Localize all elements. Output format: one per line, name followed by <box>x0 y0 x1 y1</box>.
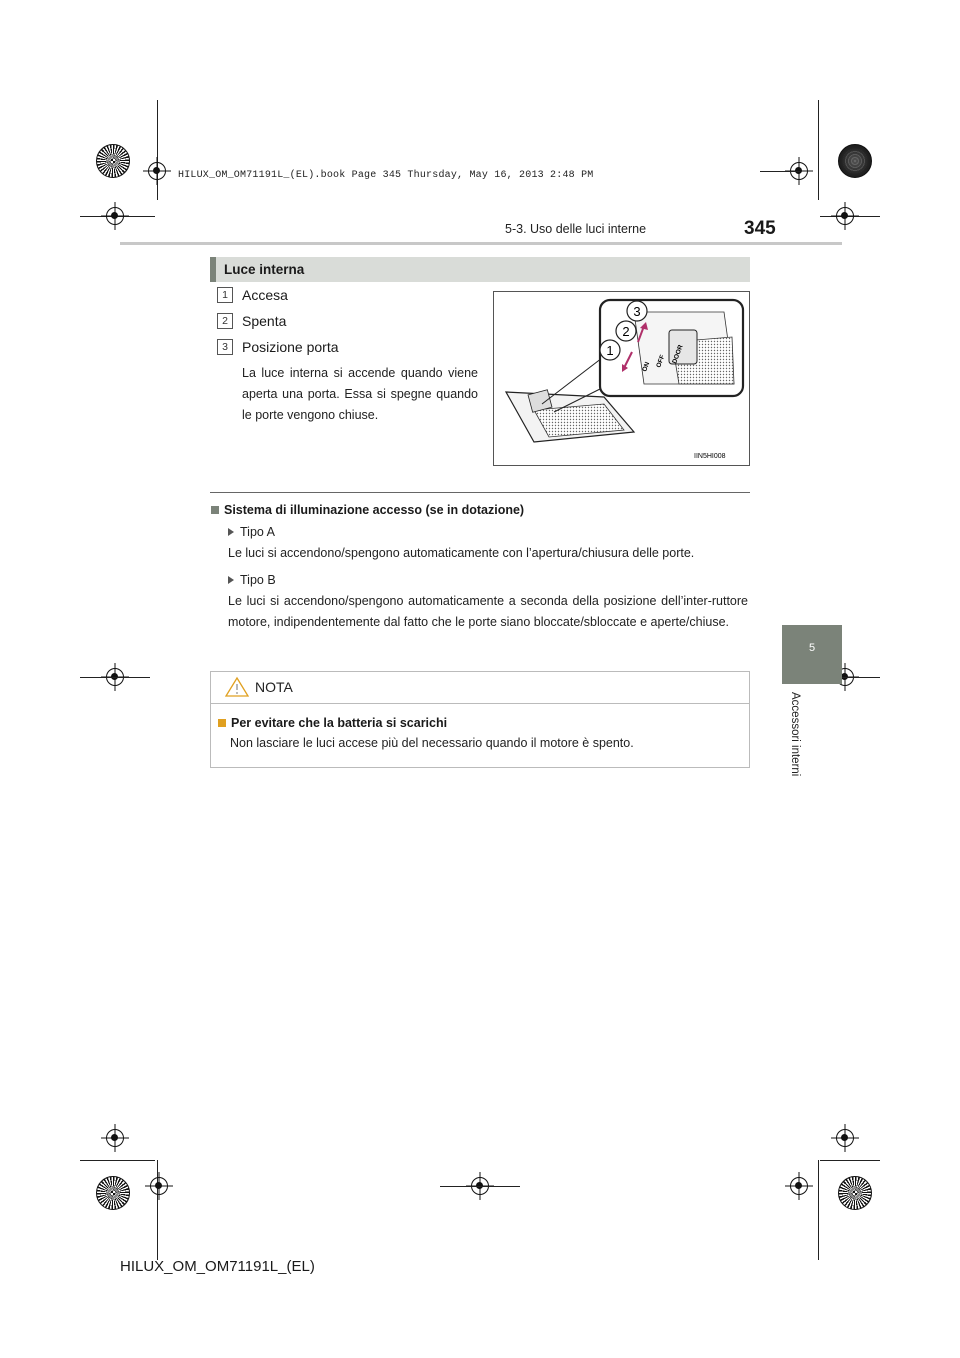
manual-code: HILUX_OM_OM71191L_(EL) <box>120 1258 315 1275</box>
switch-label-door: DOOR <box>671 343 685 365</box>
type-b-label: Tipo B <box>228 573 276 587</box>
notice-text: Non lasciare le luci accese più del necessario quando il motore è spento. <box>230 736 634 750</box>
item-label-door: Posizione porta <box>242 339 339 355</box>
section-divider <box>210 492 750 493</box>
callout-1: 1 <box>606 343 614 358</box>
interior-light-figure <box>493 291 750 466</box>
item-number-badge: 1 <box>217 287 233 303</box>
crop-line <box>80 677 150 678</box>
callout-3: 3 <box>633 304 641 319</box>
notice-subheading: Per evitare che la batteria si scarichi <box>218 716 447 730</box>
registration-starburst-icon <box>96 1176 130 1210</box>
registration-mark-icon <box>106 207 124 225</box>
chapter-tab <box>782 625 842 684</box>
triangle-bullet-icon <box>228 576 234 584</box>
section-heading-bar <box>210 257 750 282</box>
item-number-badge: 3 <box>217 339 233 355</box>
book-info-line: HILUX_OM_OM71191L_(EL).book Page 345 Thursday, May 16, 2013 2:48 PM <box>178 170 594 181</box>
notice-box <box>210 671 750 768</box>
item-label-off: Spenta <box>242 313 287 329</box>
item-number-badge: 2 <box>217 313 233 329</box>
registration-mark-icon <box>148 162 166 180</box>
access-system-heading: Sistema di illuminazione accesso (se in dotazione) <box>211 503 524 517</box>
registration-mark-icon <box>836 1129 854 1147</box>
type-a-description: Le luci si accendono/spengono automaticamente con l’apertura/chiusura delle porte. <box>228 546 695 560</box>
section-heading: Luce interna <box>224 262 305 277</box>
crop-line <box>157 100 158 200</box>
square-bullet-icon <box>211 506 219 514</box>
type-a-label: Tipo A <box>228 525 275 539</box>
crop-line <box>820 1160 880 1161</box>
warning-triangle-icon <box>225 676 249 698</box>
door-position-description: La luce interna si accende quando viene aperta una porta. Essa si spegne quando le porte vengono chiuse. <box>242 366 478 422</box>
notice-title: NOTA <box>255 679 293 695</box>
crop-line <box>818 100 819 200</box>
registration-starburst-icon <box>838 1176 872 1210</box>
page-number: 345 <box>744 218 776 239</box>
item-label-on: Accesa <box>242 287 288 303</box>
chapter-title: Accessori interni <box>789 692 801 777</box>
registration-mark-icon <box>150 1177 168 1195</box>
switch-label-on: ON <box>641 361 652 373</box>
crop-line <box>760 171 800 172</box>
triangle-bullet-icon <box>228 528 234 536</box>
type-b-description: Le luci si accendono/spengono automaticamente a seconda della posizione dell’inter-ruttore motore, indipendentemente dal fatto che le porte siano bloccate/sbloccate e aperte/chiuse. <box>228 594 748 629</box>
chapter-number: 5 <box>808 642 816 654</box>
callout-2: 2 <box>622 324 630 339</box>
interior-light-illustration <box>494 292 749 465</box>
registration-starburst-icon <box>96 144 130 178</box>
registration-mark-icon <box>790 1177 808 1195</box>
registration-mark-icon <box>836 207 854 225</box>
crop-line <box>440 1186 520 1187</box>
registration-mark-icon <box>106 1129 124 1147</box>
switch-label-off: OFF <box>655 354 667 369</box>
figure-code: IIN5HI008 <box>694 453 726 460</box>
crop-line <box>818 1160 819 1260</box>
crop-line <box>80 1160 155 1161</box>
square-bullet-icon <box>218 719 226 727</box>
registration-starburst-icon <box>838 144 872 178</box>
section-title: 5-3. Uso delle luci interne <box>505 222 647 236</box>
notice-header <box>211 672 749 704</box>
header-rule <box>120 242 842 245</box>
